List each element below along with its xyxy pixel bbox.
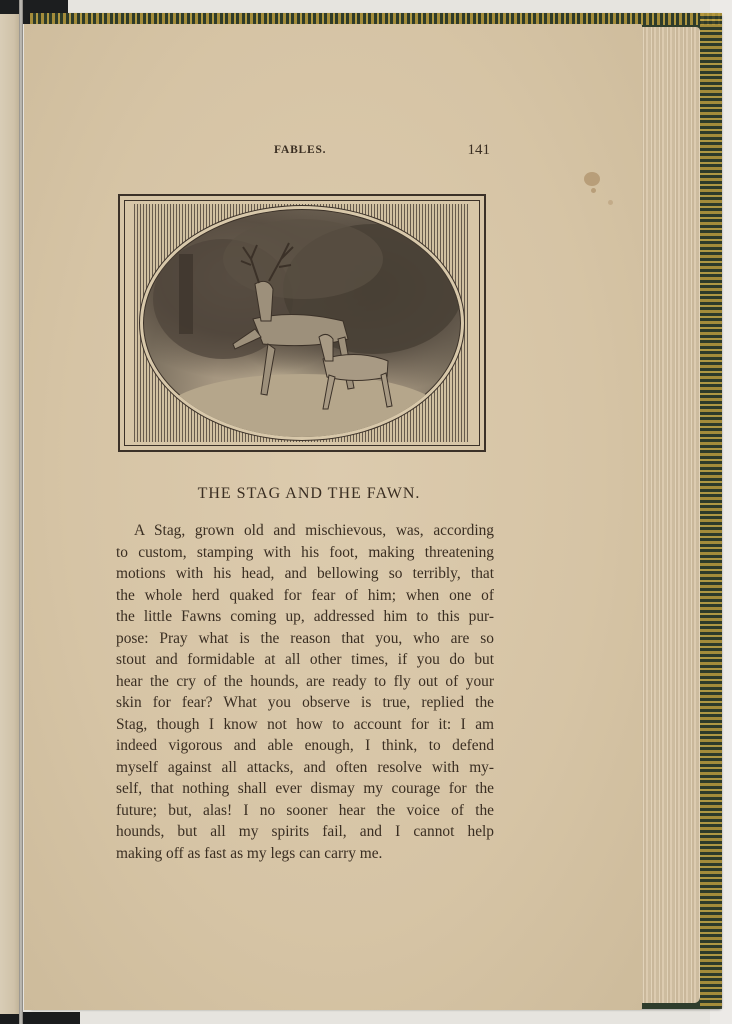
story-line: motions with his head, and bellowing so terribly, that [116, 565, 494, 582]
illustration-oval-vignette [140, 206, 464, 440]
running-head-title: FABLES. [274, 144, 327, 156]
story-title: THE STAG AND THE FAWN. [197, 485, 421, 502]
story-line: A Stag, grown old and mischievous, was, according [134, 522, 494, 539]
story-line: indeed vigorous and able enough, I think, to defend [116, 737, 494, 754]
story-line: the little Fawns coming up, addressed him to this pur- [116, 608, 494, 625]
running-head [250, 142, 490, 162]
story-line: Stag, though I know not how to account for it: I am [116, 715, 494, 733]
foxing-spot [584, 172, 600, 186]
story-line: to custom, stamping with his foot, making threatening [116, 543, 494, 561]
facing-page-edge [0, 14, 20, 1014]
story-line: myself against all attacks, and often resolve with my- [116, 758, 494, 776]
foxing-spot [591, 188, 596, 193]
page-block-fore-edge [636, 27, 700, 1003]
story-line: pose: Pray what is the reason that you, who are so [116, 629, 494, 647]
page-number: 141 [467, 142, 490, 158]
story-line: the whole herd quaked for fear of him; when one of [116, 586, 494, 604]
foxing-spot [608, 200, 613, 205]
story-line: hear the cry of the hounds, are ready to fly out of your [116, 672, 494, 690]
story-body [116, 520, 494, 864]
woodcut-illustration [118, 194, 486, 452]
story-line: hounds, but all my spirits fail, and I cannot help [116, 823, 494, 840]
story-line: making off as fast as my legs can carry me. [116, 844, 383, 862]
gilt-border-right [700, 13, 722, 1009]
story-line: future; but, alas! I no sooner hear the voice of the [116, 801, 494, 819]
stag-and-fawn-image [143, 209, 464, 440]
page-holder-rod [19, 0, 23, 1024]
story-line: skin for fear? What you observe is true, replied the [116, 694, 494, 711]
story-line: stout and formidable at all other times, if you do but [116, 651, 494, 668]
story-line: self, that nothing shall ever dismay my courage for the [116, 780, 494, 797]
